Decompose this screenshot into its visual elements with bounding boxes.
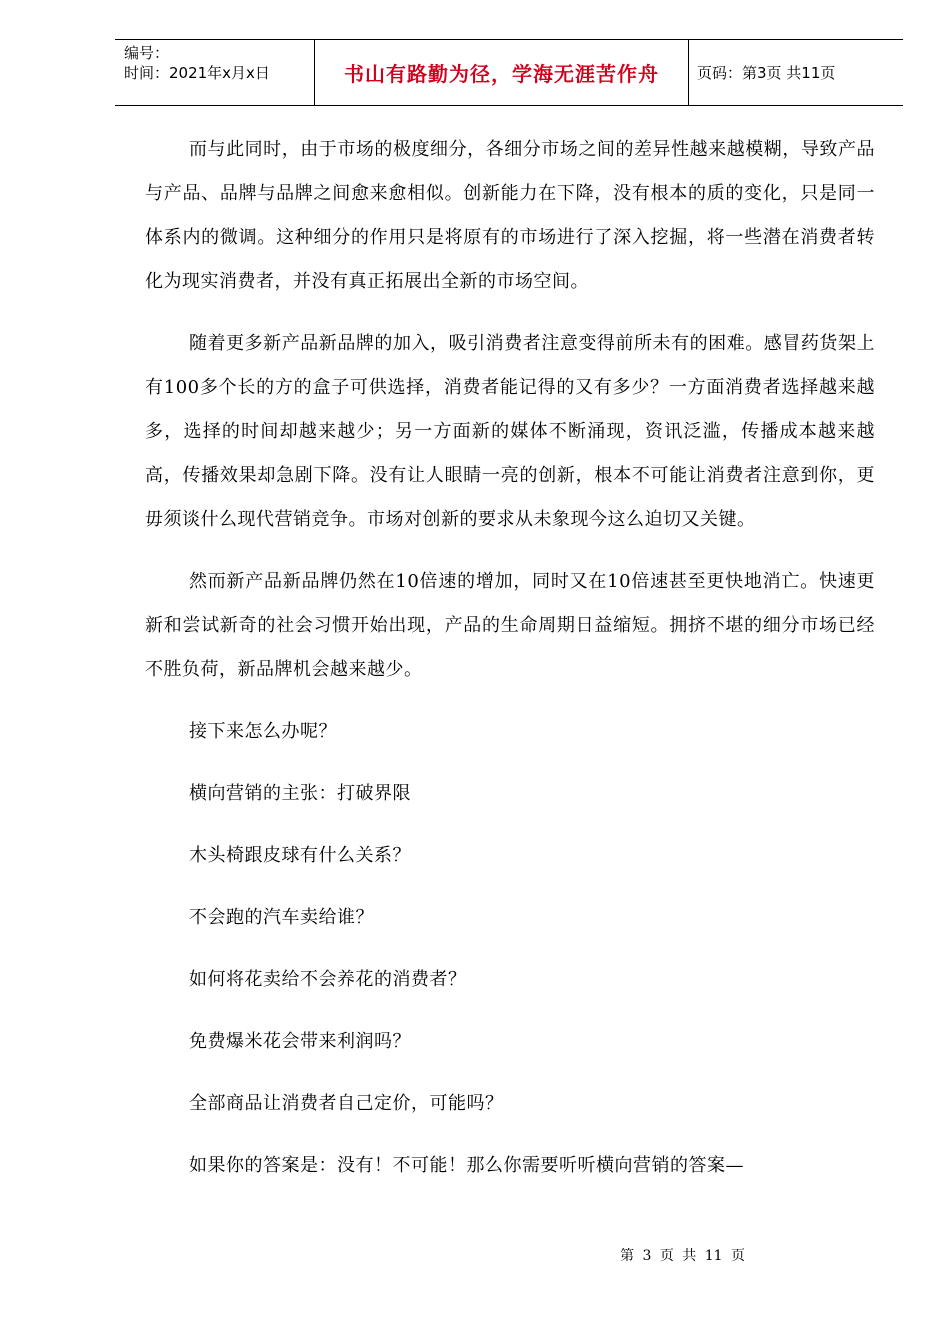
header-page-info: 页码：第3页 共11页	[697, 64, 836, 82]
document-time-label: 时间：2021年x月x日	[124, 64, 270, 82]
paragraph: 随着更多新产品新品牌的加入，吸引消费者注意变得前所未有的困难。感冒药货架上有100多个长的方的盒子可供选择，消费者能记得的又有多少？一方面消费者选择越来越多，选择的时间却越来越少；另一方面新的媒体不断涌现，资讯泛滥，传播成本越来越高，传播效果却急剧下降。没有让人眼睛一亮的创新，根本不可能让消费者注意到你，更毋须谈什么现代营销竞争。市场对创新的要求从未象现今这么迫切又关键。	[145, 333, 875, 530]
question-list	[145, 710, 875, 1188]
question-line: 全部商品让消费者自己定价，可能吗？	[189, 1093, 504, 1114]
question-line: 木头椅跟皮球有什么关系？	[189, 845, 411, 866]
page-footer: 第 3 页 共 11 页	[620, 1248, 745, 1264]
document-body	[145, 128, 875, 1188]
paragraph: 然而新产品新品牌仍然在10倍速的增加，同时又在10倍速甚至更快地消亡。快速更新和尝试新奇的社会习惯开始出现，产品的生命周期日益缩短。拥挤不堪的细分市场已经不胜负荷，新品牌机会越来越少。	[145, 571, 875, 680]
paragraph: 而与此同时，由于市场的极度细分，各细分市场之间的差异性越来越模糊，导致产品与产品、品牌与品牌之间愈来愈相似。创新能力在下降，没有根本的质的变化，只是同一体系内的微调。这种细分的作用只是将原有的市场进行了深入挖掘，将一些潜在消费者转化为现实消费者，并没有真正拓展出全新的市场空间。	[145, 139, 875, 292]
document-number-label: 编号：	[124, 44, 170, 62]
question-line: 接下来怎么办呢？	[189, 721, 337, 742]
question-line: 如何将花卖给不会养花的消费者？	[189, 969, 467, 990]
question-line: 如果你的答案是：没有！不可能！那么你需要听听横向营销的答案—	[189, 1155, 744, 1176]
header-motto: 书山有路勤为径，学海无涯苦作舟	[315, 40, 689, 105]
question-line: 不会跑的汽车卖给谁？	[189, 907, 374, 928]
question-line: 横向营销的主张：打破界限	[189, 783, 411, 804]
page-header	[115, 39, 903, 106]
question-line: 免费爆米花会带来利润吗？	[189, 1031, 411, 1052]
header-meta	[115, 40, 315, 105]
